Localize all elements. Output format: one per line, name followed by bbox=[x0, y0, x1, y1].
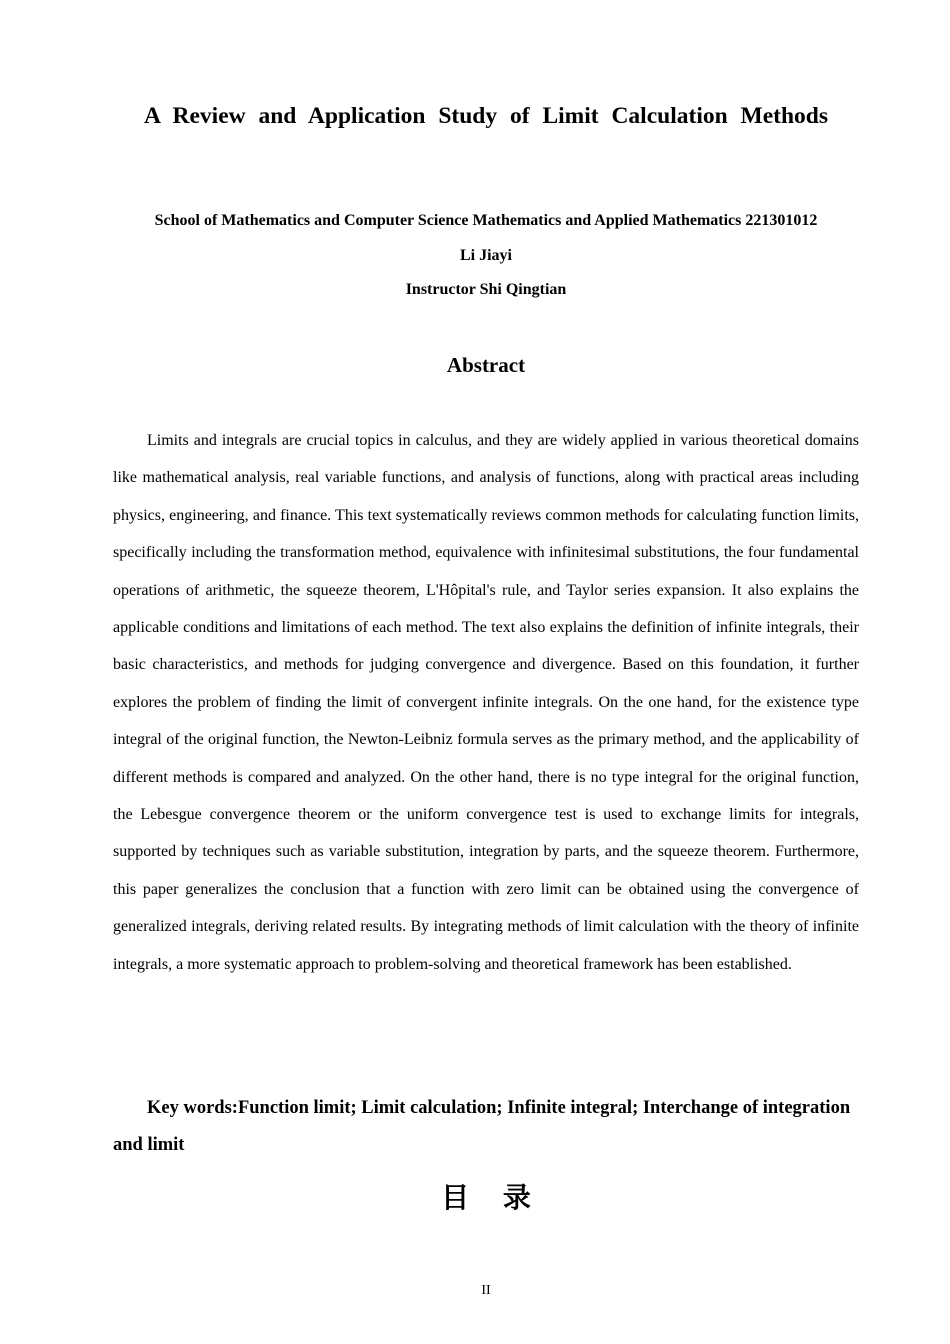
instructor-name: Instructor Shi Qingtian bbox=[405, 281, 567, 298]
paper-title: A Review and Application Study of Limit Calculation Methods bbox=[143, 103, 829, 129]
author-name: Li Jiayi bbox=[459, 247, 512, 264]
abstract-heading: Abstract bbox=[446, 353, 526, 377]
page-number: II bbox=[481, 1283, 491, 1298]
keywords: Key words:Function limit; Limit calculation; Infinite integral; Interchange of integration and limit bbox=[113, 1098, 851, 1156]
table-of-contents-heading: 目 录 bbox=[441, 1181, 543, 1214]
author-affiliation: School of Mathematics and Computer Science Mathematics and Applied Mathematics 221301012 bbox=[154, 212, 818, 229]
abstract-text: Limits and integrals are crucial topics in calculus, and they are widely applied in various theoretical domains like mathematical analysis, real variable functions, and analysis of functions, along with practical areas including physics, engineering, and finance. This text systematically reviews common methods for calculating function limits, specifically including the transformation method, equivalence with infinitesimal substitutions, the four fundamental operations of arithmetic, the squeeze theorem, L'Hôpital's rule, and Taylor series expansion. It also explains the applicable conditions and limitations of each method. The text also explains the definition of infinite integrals, their basic characteristics, and methods for judging convergence and divergence. Based on this foundation, it further explores the problem of finding the limit of convergent infinite integrals. On the one hand, for the existence type integral of the original function, the Newton-Leibniz formula serves as the primary method, and the applicability of different methods is compared and analyzed. On the other hand, there is no type integral for the original function, the Lebesgue convergence theorem or the uniform convergence test is used to exchange limits for integrals, supported by techniques such as variable substitution, integration by parts, and the squeeze theorem. Furthermore, this paper generalizes the conclusion that a function with zero limit can be obtained using the convergence of generalized integrals, deriving related results. By integrating methods of limit calculation with the theory of infinite integrals, a more systematic approach to problem-solving and theoretical framework has been established. bbox=[113, 432, 859, 973]
